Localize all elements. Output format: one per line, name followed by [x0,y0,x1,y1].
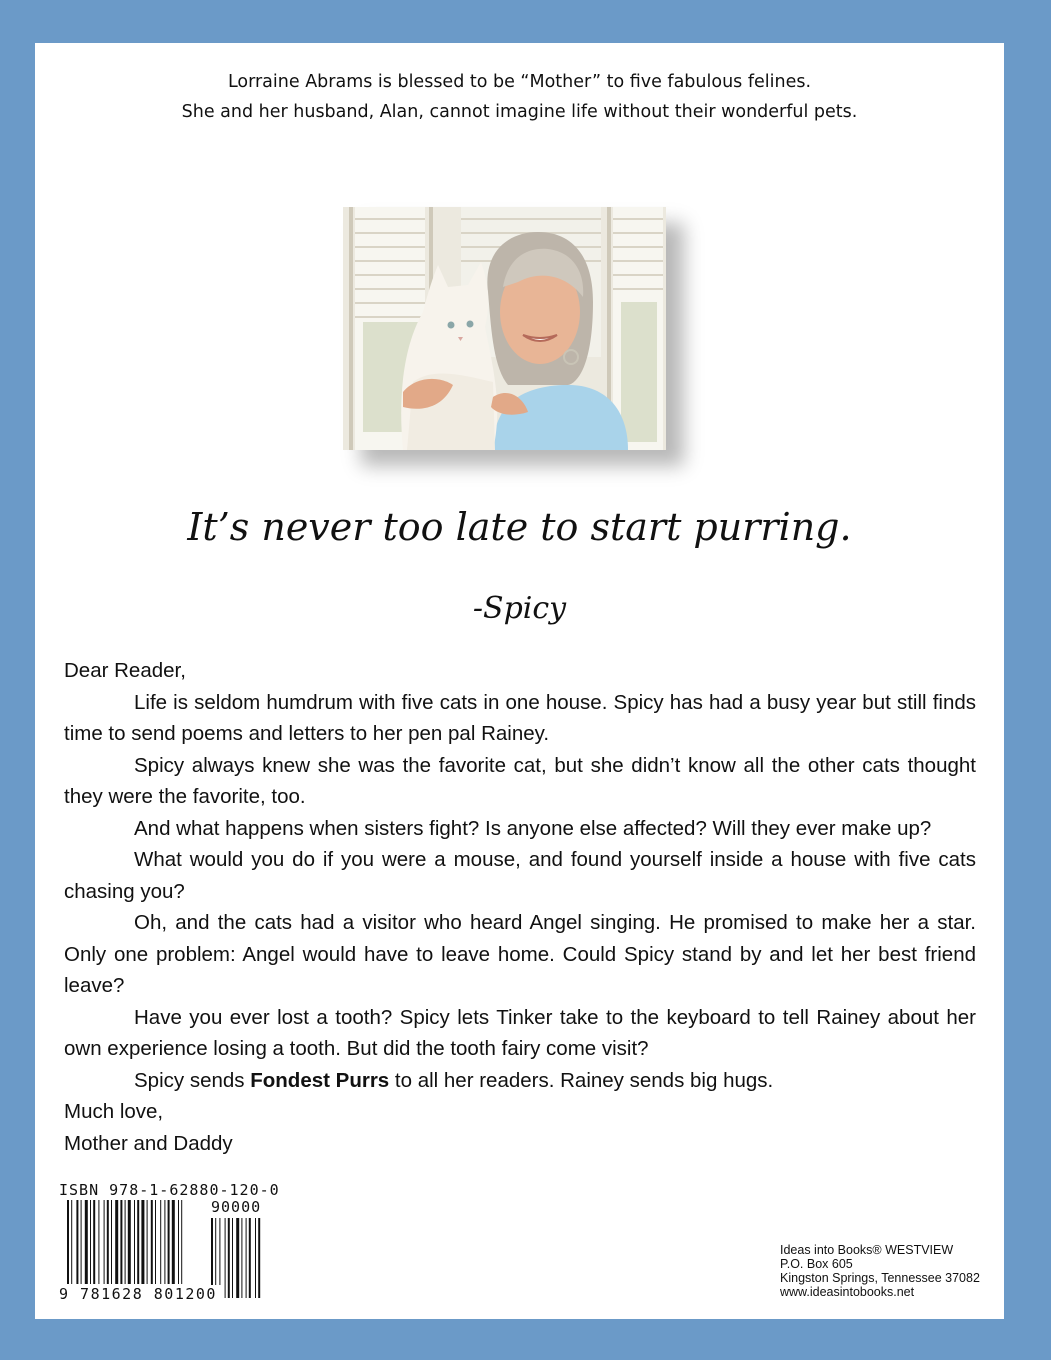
barcode-digits: 9 781628 801200 [59,1285,221,1303]
p7-text-before: Spicy sends [134,1068,251,1092]
author-photo [343,207,666,450]
publisher-name: Ideas into Books® WESTVIEW [780,1243,954,1257]
author-with-cat-illustration [343,207,666,450]
quote-attribution: -Spicy [472,591,567,626]
bio-line-1: Lorraine Abrams is blessed to be “Mother” to five fabulous felines. [227,72,812,92]
letter-paragraph-last [64,1065,976,1097]
letter-paragraph: Spicy always knew she was the favorite cat, but she didn’t know all the other cats thought they were the favorite, too. [64,753,976,808]
publisher-city: Kingston Springs, Tennessee 37082 [780,1271,980,1285]
letter-paragraph: Life is seldom humdrum with five cats in one house. Spicy has had a busy year but still finds time to send poems and letters to her pen pal Rainey. [64,690,976,745]
isbn-barcode [59,1200,269,1298]
letter-body [64,655,976,1159]
letter-salutation: Dear Reader, [64,659,186,682]
author-bio [35,67,1004,127]
letter-closing: Much love, [64,1100,164,1123]
publisher-info [780,1243,980,1299]
back-cover [35,43,1004,1319]
publisher-url: www.ideasintobooks.net [780,1285,915,1299]
letter-paragraph: And what happens when sisters fight? Is anyone else affected? Will they ever make up? [134,816,932,840]
letter-paragraph: Oh, and the cats had a visitor who heard Angel singing. He promised to make her a star. Only one problem: Angel would have to leave home. Could Spicy stand by and let her best friend leave? [64,911,976,997]
barcode-bars [67,1200,260,1298]
p7-text-after: to all her readers. Rainey sends big hugs. [389,1068,774,1092]
letter-paragraph: Have you ever lost a tooth? Spicy lets Tinker take to the keyboard to tell Rainey about her own experience losing a tooth. But did the tooth fairy come visit? [64,1005,976,1060]
bio-line-2: She and her husband, Alan, cannot imagine life without their wonderful pets. [181,102,858,122]
barcode-addon-number: 90000 [211,1198,262,1216]
publisher-box: P.O. Box 605 [780,1257,853,1271]
letter-paragraph: What would you do if you were a mouse, and found yourself inside a house with five cats chasing you? [64,848,976,903]
quote-text: It’s never too late to start purring. [187,505,852,549]
fondest-purrs-bold: Fondest Purrs [250,1068,390,1092]
letter-signature: Mother and Daddy [64,1131,233,1155]
isbn-label: ISBN 978-1-62880-120-0 [59,1181,280,1199]
